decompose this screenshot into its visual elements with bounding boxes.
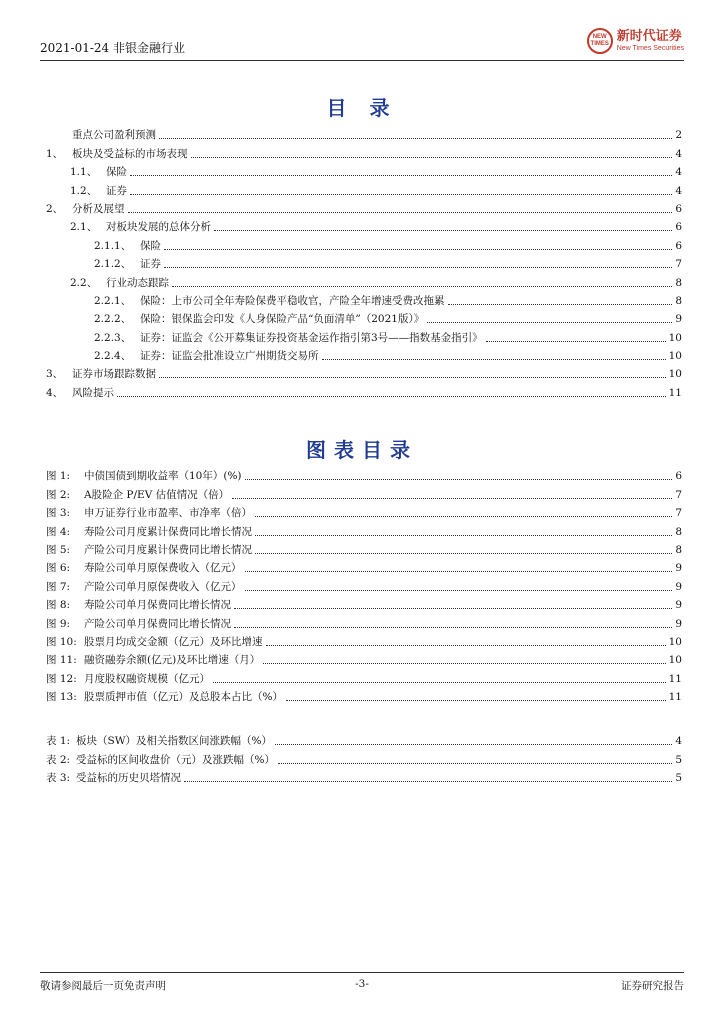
entry-page-number: 11 bbox=[668, 691, 682, 704]
entry-number: 表 1: bbox=[46, 735, 71, 748]
leader-dots bbox=[232, 498, 672, 499]
figure-entry[interactable] bbox=[46, 520, 682, 538]
figure-entry[interactable] bbox=[46, 686, 682, 704]
leader-dots bbox=[245, 571, 673, 572]
entry-label: 分析及展望 bbox=[72, 202, 125, 215]
entry-label: A股险企 P/EV 估值情况（倍） bbox=[84, 488, 230, 501]
entry-label: 证券 bbox=[140, 258, 161, 271]
entry-label: 月度股权融资规模（亿元） bbox=[84, 672, 210, 685]
leader-dots bbox=[255, 516, 672, 517]
leader-dots bbox=[214, 230, 672, 231]
entry-page-number: 8 bbox=[675, 294, 682, 307]
entry-page-number: 10 bbox=[668, 635, 682, 648]
entry-page-number: 5 bbox=[675, 753, 682, 766]
entry-label: 受益标的历史贝塔情况 bbox=[76, 772, 181, 785]
entry-number: 图 13: bbox=[46, 691, 77, 704]
leader-dots bbox=[128, 212, 673, 213]
entry-label: 融资融券余额(亿元)及环比增速（月） bbox=[84, 654, 261, 667]
entry-number: 图 8: bbox=[46, 599, 71, 612]
entry-label: 股票质押市值（亿元）及总股本占比（%） bbox=[84, 691, 283, 704]
toc-entry[interactable] bbox=[46, 326, 682, 344]
entry-label: 证券 bbox=[106, 184, 127, 197]
entry-page-number: 7 bbox=[675, 507, 682, 520]
entry-label: 寿险公司单月原保费收入（亿元） bbox=[84, 562, 242, 575]
entry-label: 行业动态跟踪 bbox=[106, 276, 169, 289]
entry-number: 4、 bbox=[46, 386, 64, 399]
leader-dots bbox=[164, 267, 672, 268]
figure-entry[interactable] bbox=[46, 575, 682, 593]
toc-entry[interactable] bbox=[46, 179, 682, 197]
leader-dots bbox=[286, 700, 666, 701]
header-date-category: 2021-01-24 非银金融行业 bbox=[40, 41, 186, 55]
entry-number: 图 1: bbox=[46, 470, 71, 483]
entry-number: 表 2: bbox=[46, 753, 71, 766]
leader-dots bbox=[159, 377, 666, 378]
brand-logo bbox=[587, 28, 684, 54]
entry-label: 对板块发展的总体分析 bbox=[106, 221, 211, 234]
leader-dots bbox=[275, 744, 672, 745]
entry-label: 风险提示 bbox=[72, 386, 114, 399]
entry-page-number: 10 bbox=[668, 350, 682, 363]
toc-entry[interactable] bbox=[46, 345, 682, 363]
entry-page-number: 11 bbox=[668, 386, 682, 399]
entry-page-number: 10 bbox=[668, 368, 682, 381]
table-entry[interactable] bbox=[46, 748, 682, 766]
page-footer bbox=[40, 976, 684, 992]
entry-page-number: 9 bbox=[675, 562, 682, 575]
figure-entry[interactable] bbox=[46, 465, 682, 483]
leader-dots bbox=[172, 286, 672, 287]
logo-english-name: New Times Securities bbox=[616, 44, 684, 52]
entry-number: 图 4: bbox=[46, 525, 71, 538]
table-entry[interactable] bbox=[46, 730, 682, 748]
leader-dots bbox=[159, 138, 672, 139]
figure-entry[interactable] bbox=[46, 483, 682, 501]
entry-label: 重点公司盈利预测 bbox=[72, 129, 156, 142]
entry-page-number: 4 bbox=[675, 735, 682, 748]
toc-entry[interactable] bbox=[46, 124, 682, 142]
footer-disclaimer: 敬请参阅最后一页免责声明 bbox=[40, 980, 166, 992]
leader-dots bbox=[263, 663, 665, 664]
leader-dots bbox=[486, 341, 666, 342]
toc-entry[interactable] bbox=[46, 271, 682, 289]
entry-number: 2.2.1、 bbox=[94, 294, 132, 307]
entry-page-number: 7 bbox=[675, 488, 682, 501]
entry-number: 图 11: bbox=[46, 654, 77, 667]
logo-mark-icon: NEW TIMES bbox=[587, 28, 613, 54]
entry-number: 3、 bbox=[46, 368, 64, 381]
leader-dots bbox=[130, 194, 672, 195]
toc-entry[interactable] bbox=[46, 161, 682, 179]
entry-label: 寿险公司单月保费同比增长情况 bbox=[84, 599, 231, 612]
entry-page-number: 8 bbox=[675, 525, 682, 538]
entry-label: 产险公司单月保费同比增长情况 bbox=[84, 617, 231, 630]
entry-label: 保险：银保监会印发《人身保险产品“负面清单”（2021版）》 bbox=[140, 313, 425, 326]
leader-dots bbox=[164, 249, 672, 250]
figure-entry[interactable] bbox=[46, 557, 682, 575]
page-number: -3- bbox=[355, 978, 369, 990]
entry-number: 图 5: bbox=[46, 543, 71, 556]
figure-entry[interactable] bbox=[46, 502, 682, 520]
figure-entry[interactable] bbox=[46, 612, 682, 630]
leader-dots bbox=[266, 645, 666, 646]
entry-number: 2.2.4、 bbox=[94, 350, 132, 363]
entry-label: 板块及受益标的市场表现 bbox=[72, 147, 188, 160]
entry-page-number: 4 bbox=[675, 184, 682, 197]
leader-dots bbox=[322, 359, 666, 360]
logo-chinese-name: 新时代证券 bbox=[616, 28, 682, 44]
entry-number: 2.2.2、 bbox=[94, 313, 132, 326]
toc-entry[interactable] bbox=[46, 234, 682, 252]
toc-entry[interactable] bbox=[46, 290, 682, 308]
entry-number: 2.1.2、 bbox=[94, 258, 132, 271]
entry-page-number: 4 bbox=[675, 147, 682, 160]
entry-label: 保险：上市公司全年寿险保费平稳收官，产险全年增速受费改拖累 bbox=[140, 294, 445, 307]
entry-page-number: 4 bbox=[675, 166, 682, 179]
entry-label: 申万证券行业市盈率、市净率（倍） bbox=[84, 507, 252, 520]
entry-page-number: 9 bbox=[675, 599, 682, 612]
header-divider bbox=[40, 60, 684, 61]
entry-number: 图 7: bbox=[46, 580, 71, 593]
toc-entry[interactable] bbox=[46, 308, 682, 326]
entry-number: 1.1、 bbox=[70, 166, 98, 179]
entry-page-number: 6 bbox=[675, 470, 682, 483]
toc-title: 目 录 bbox=[326, 96, 398, 120]
entry-page-number: 11 bbox=[668, 672, 682, 685]
entry-number: 图 9: bbox=[46, 617, 71, 630]
leader-dots bbox=[234, 627, 672, 628]
entry-page-number: 5 bbox=[675, 772, 682, 785]
table-entry[interactable] bbox=[46, 767, 682, 785]
entry-number: 图 12: bbox=[46, 672, 77, 685]
footer-divider bbox=[40, 972, 684, 973]
leader-dots bbox=[213, 682, 666, 683]
page-header bbox=[40, 28, 684, 60]
entry-number: 2.1、 bbox=[70, 221, 98, 234]
toc-entry[interactable] bbox=[46, 216, 682, 234]
entry-number: 2.2.3、 bbox=[94, 331, 132, 344]
entry-number: 1、 bbox=[46, 147, 64, 160]
table-list bbox=[46, 730, 682, 785]
leader-dots bbox=[255, 535, 672, 536]
entry-page-number: 6 bbox=[675, 239, 682, 252]
leader-dots bbox=[427, 322, 672, 323]
entry-page-number: 8 bbox=[675, 276, 682, 289]
entry-label: 产险公司月度累计保费同比增长情况 bbox=[84, 543, 252, 556]
leader-dots bbox=[245, 590, 673, 591]
leader-dots bbox=[448, 304, 673, 305]
entry-label: 板块（SW）及相关指数区间涨跌幅（%） bbox=[76, 735, 272, 748]
toc-entry[interactable] bbox=[46, 363, 682, 381]
entry-page-number: 9 bbox=[675, 617, 682, 630]
leader-dots bbox=[130, 175, 672, 176]
entry-label: 受益标的区间收盘价（元）及涨跌幅（%） bbox=[76, 753, 275, 766]
entry-number: 表 3: bbox=[46, 772, 71, 785]
entry-page-number: 7 bbox=[675, 258, 682, 271]
figure-entry[interactable] bbox=[46, 539, 682, 557]
footer-report-type: 证券研究报告 bbox=[621, 980, 684, 992]
leader-dots bbox=[184, 781, 672, 782]
entry-page-number: 8 bbox=[675, 543, 682, 556]
leader-dots bbox=[234, 608, 672, 609]
entry-label: 证券市场跟踪数据 bbox=[72, 368, 156, 381]
entry-label: 寿险公司月度累计保费同比增长情况 bbox=[84, 525, 252, 538]
figures-title: 图表目录 bbox=[306, 438, 418, 462]
figure-entry[interactable] bbox=[46, 594, 682, 612]
entry-number: 1.2、 bbox=[70, 184, 98, 197]
entry-label: 证券：证监会批准设立广州期货交易所 bbox=[140, 350, 319, 363]
entry-number: 图 10: bbox=[46, 635, 77, 648]
leader-dots bbox=[245, 479, 673, 480]
entry-page-number: 6 bbox=[675, 202, 682, 215]
entry-number: 图 6: bbox=[46, 562, 71, 575]
toc-entry[interactable] bbox=[46, 253, 682, 271]
entry-number: 2、 bbox=[46, 202, 64, 215]
entry-number: 图 3: bbox=[46, 507, 71, 520]
figure-list bbox=[46, 465, 682, 704]
figure-entry[interactable] bbox=[46, 631, 682, 649]
entry-page-number: 9 bbox=[675, 313, 682, 326]
entry-number: 2.2、 bbox=[70, 276, 98, 289]
entry-page-number: 10 bbox=[668, 331, 682, 344]
entry-number: 2.1.1、 bbox=[94, 239, 132, 252]
entry-page-number: 2 bbox=[675, 129, 682, 142]
toc-entry[interactable] bbox=[46, 142, 682, 160]
entry-label: 中债国债到期收益率（10年）(%) bbox=[84, 470, 242, 483]
toc-list bbox=[46, 124, 682, 400]
entry-label: 保险 bbox=[106, 166, 127, 179]
toc-entry[interactable] bbox=[46, 381, 682, 399]
entry-label: 产险公司单月原保费收入（亿元） bbox=[84, 580, 242, 593]
leader-dots bbox=[255, 553, 672, 554]
leader-dots bbox=[278, 763, 672, 764]
entry-page-number: 6 bbox=[675, 221, 682, 234]
entry-label: 证券：证监会《公开募集证券投资基金运作指引第3号——指数基金指引》 bbox=[140, 331, 483, 344]
entry-page-number: 10 bbox=[668, 654, 682, 667]
figure-entry[interactable] bbox=[46, 649, 682, 667]
leader-dots bbox=[117, 396, 666, 397]
leader-dots bbox=[191, 157, 673, 158]
entry-number: 图 2: bbox=[46, 488, 71, 501]
toc-entry[interactable] bbox=[46, 198, 682, 216]
entry-label: 股票月均成交金额（亿元）及环比增速 bbox=[84, 635, 263, 648]
entry-label: 保险 bbox=[140, 239, 161, 252]
figure-entry[interactable] bbox=[46, 667, 682, 685]
entry-page-number: 9 bbox=[675, 580, 682, 593]
